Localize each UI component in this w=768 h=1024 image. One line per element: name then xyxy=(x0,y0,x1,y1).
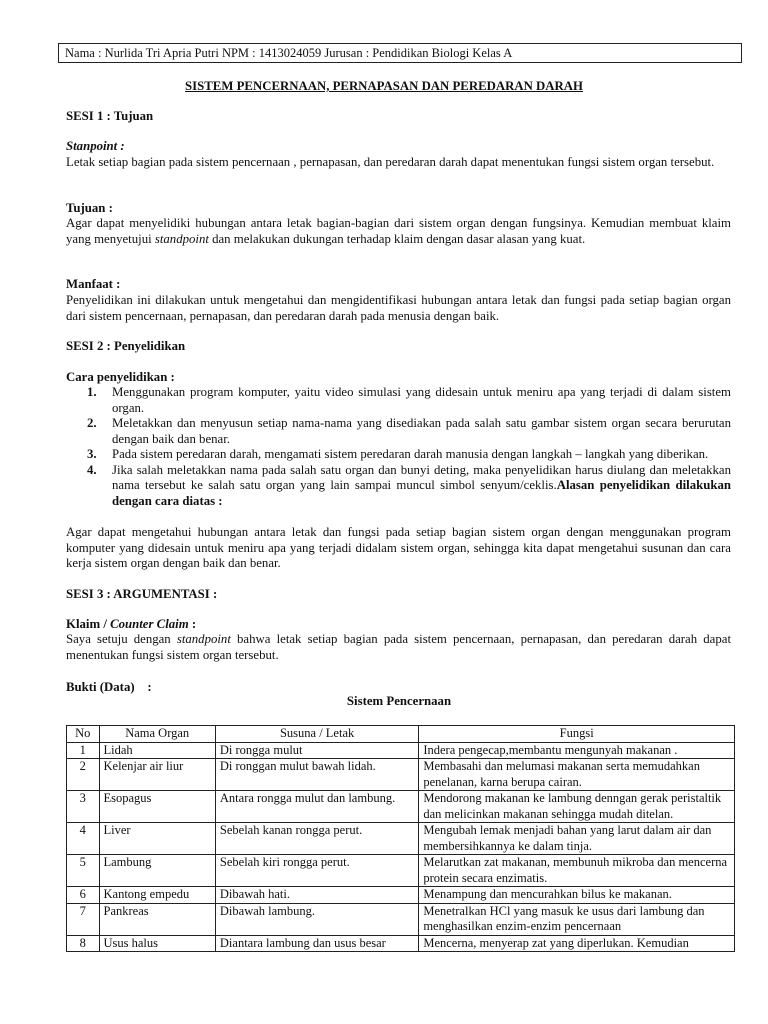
table-header-row xyxy=(67,726,735,743)
cell-no: 6 xyxy=(67,887,100,904)
manfaat-text: Penyelidikan ini dilakukan untuk mengetahui dan mengidentifikasi hubungan antara letak dan fungsi pada setiap bagian organ dari sistem pencernaan, pernapasan, dan peredaran darah pada menusia dengan baik. xyxy=(66,293,731,323)
table-row xyxy=(67,887,735,904)
cell-fungsi: Indera pengecap,membantu mengunyah makanan . xyxy=(419,742,735,759)
cell-organ: Kantong empedu xyxy=(99,887,215,904)
cell-organ: Usus halus xyxy=(99,935,215,952)
cell-fungsi: Membasahi dan melumasi makanan serta memudahkan penelanan, karna berupa cairan. xyxy=(419,759,735,791)
cell-no: 4 xyxy=(67,823,100,855)
cell-letak: Sebelah kanan rongga perut. xyxy=(215,823,418,855)
cell-fungsi: Menampung dan mencurahkan bilus ke makanan. xyxy=(419,887,735,904)
digestive-system-table xyxy=(66,725,735,952)
cell-letak: Di rongga mulut xyxy=(215,742,418,759)
cell-organ: Liver xyxy=(99,823,215,855)
step-item: 4. Jika salah meletakkan nama pada salah satu organ dan bunyi deting, maka penyelidikan harus diulang dan meletakkan nama tersebut ke salah satu organ yang lain sampai muncul simbol senyum/ceklis.Alasan penyelidikan dilakukan dengan cara diatas : xyxy=(87,462,731,508)
standpoint-text: Letak setiap bagian pada sistem pencernaan , pernapasan, dan peredaran darah dapat menentukan fungsi sistem organ tersebut. xyxy=(66,155,715,169)
cell-no: 2 xyxy=(67,759,100,791)
cell-organ: Esopagus xyxy=(99,791,215,823)
header-organ: Nama Organ xyxy=(99,726,215,743)
cell-fungsi: Melarutkan zat makanan, membunuh mikroba dan mencerna protein secara enzimatis. xyxy=(419,855,735,887)
cell-fungsi: Mendorong makanan ke lambung denngan gerak peristaltik dan melicinkan makanan sehingga mudah ditelan. xyxy=(419,791,735,823)
table-row xyxy=(67,935,735,952)
klaim-text: Saya setuju dengan standpoint bahwa letak setiap bagian pada sistem pencernaan, pernapasan, dan peredaran darah dapat menentukan fungsi sistem organ tersebut. xyxy=(66,632,731,662)
sesi1-heading: SESI 1 : Tujuan xyxy=(66,109,154,123)
cell-organ: Lidah xyxy=(99,742,215,759)
cell-no: 1 xyxy=(67,742,100,759)
cell-no: 5 xyxy=(67,855,100,887)
cell-letak: Diantara lambung dan usus besar xyxy=(215,935,418,952)
sesi2-heading: SESI 2 : Penyelidikan xyxy=(66,339,186,353)
student-info-box: Nama : Nurlida Tri Apria Putri NPM : 1413024059 Jurusan : Pendidikan Biologi Kelas A xyxy=(58,43,742,63)
cell-letak: Dibawah hati. xyxy=(215,887,418,904)
bukti-label: Bukti (Data) : xyxy=(66,680,152,694)
header-no: No xyxy=(67,726,100,743)
table-row xyxy=(67,855,735,887)
table-caption: Sistem Pencernaan xyxy=(346,694,452,708)
cell-no: 8 xyxy=(67,935,100,952)
table-row xyxy=(67,823,735,855)
standpoint-label: Stanpoint : xyxy=(66,139,125,153)
tujuan-text: Agar dapat menyelidiki hubungan antara letak bagian-bagian dari sistem organ dengan fungsinya. Kemudian membuat klaim yang menyetujui standpoint dan melakukan dukungan terhadap klaim dengan dasar alasan yang kuat. xyxy=(66,216,731,246)
cell-organ: Lambung xyxy=(99,855,215,887)
cell-organ: Kelenjar air liur xyxy=(99,759,215,791)
cell-letak: Antara rongga mulut dan lambung. xyxy=(215,791,418,823)
header-letak: Susuna / Letak xyxy=(215,726,418,743)
header-fungsi: Fungsi xyxy=(419,726,735,743)
cell-organ: Pankreas xyxy=(99,903,215,935)
cell-fungsi: Menetralkan HCl yang masuk ke usus dari lambung dan menghasilkan enzim-enzim pencernaan xyxy=(419,903,735,935)
document-title: SISTEM PENCERNAAN, PERNAPASAN DAN PEREDARAN DARAH xyxy=(185,79,583,93)
cell-letak: Di ronggan mulut bawah lidah. xyxy=(215,759,418,791)
table-row xyxy=(67,742,735,759)
cell-no: 3 xyxy=(67,791,100,823)
cell-fungsi: Mengubah lemak menjadi bahan yang larut dalam air dan membersihkannya ke dalam tinja. xyxy=(419,823,735,855)
table-row xyxy=(67,903,735,935)
table-row xyxy=(67,759,735,791)
cell-fungsi: Mencerna, menyerap zat yang diperlukan. Kemudian xyxy=(419,935,735,952)
klaim-label: Klaim / Counter Claim : xyxy=(66,617,197,631)
steps-list xyxy=(66,385,731,509)
cell-no: 7 xyxy=(67,903,100,935)
cell-letak: Dibawah lambung. xyxy=(215,903,418,935)
manfaat-label: Manfaat : xyxy=(66,277,121,291)
table-row xyxy=(67,791,735,823)
cara-penyelidikan-label: Cara penyelidikan : xyxy=(66,370,175,384)
sesi3-heading: SESI 3 : ARGUMENTASI : xyxy=(66,587,218,601)
step-item: 1. Menggunakan program komputer, yaitu video simulasi yang didesain untuk meniru apa yang terjadi di dalam sistem organ. xyxy=(87,385,731,415)
alasan-label: Alasan penyelidikan dilakukan dengan cara diatas : xyxy=(112,478,731,508)
step-item: 3. Pada sistem peredaran darah, mengamati sistem peredaran darah manusia dengan langkah – langkah yang diberikan. xyxy=(87,447,709,461)
alasan-text: Agar dapat mengetahui hubungan antara letak dan fungsi pada setiap bagian sistem organ dengan menggunakan program komputer yang didesain untuk meniru apa yang terjadi didalam sistem organ, sehingga kita dapat mengetahui susunan dan cara kerja sistem organ dengan baik dan benar. xyxy=(66,525,731,570)
step-item: 2. Meletakkan dan menyusun setiap nama-nama yang disediakan pada salah satu gambar sistem organ secara berurutan dengan baik dan benar. xyxy=(87,416,731,446)
tujuan-label: Tujuan : xyxy=(66,201,113,215)
cell-letak: Sebelah kiri rongga perut. xyxy=(215,855,418,887)
